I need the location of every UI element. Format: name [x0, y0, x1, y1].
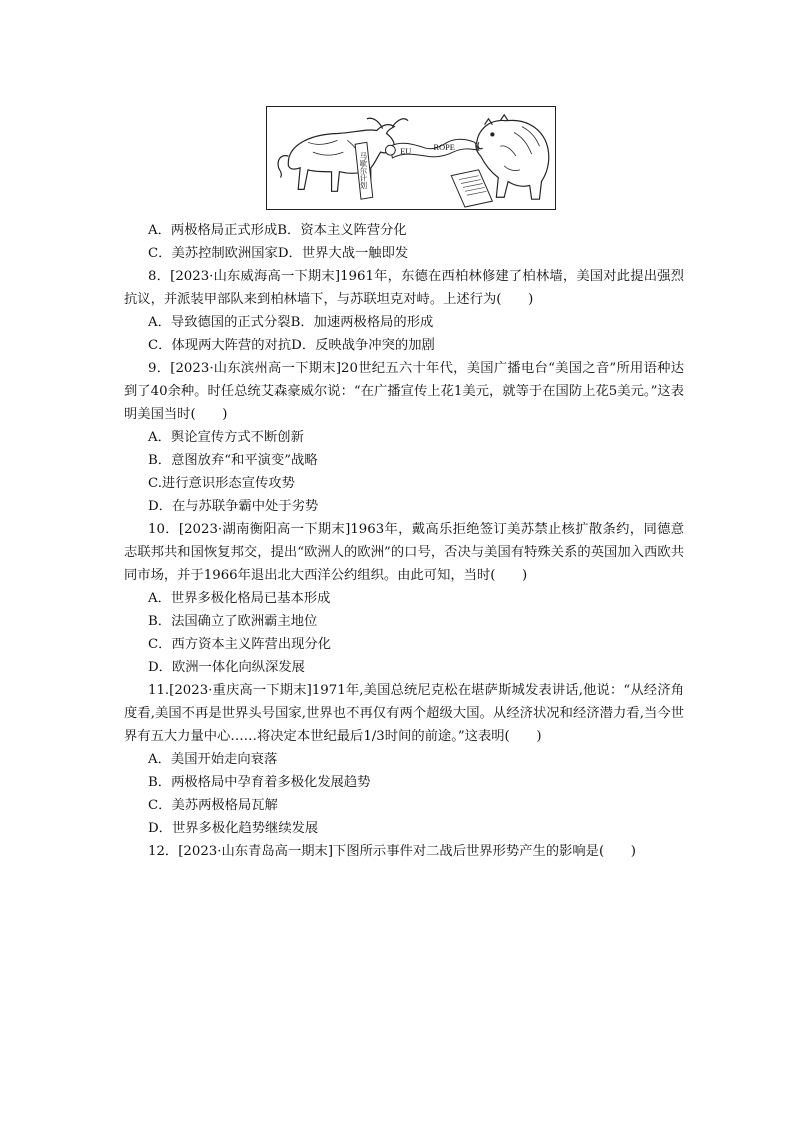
- q8-options-row1: [124, 311, 684, 334]
- q8-stem: 8．[2023·山东威海高一下期末]1961年，东德在西柏林修建了柏林墙，美国对此提出强烈抗议，并派装甲部队来到柏林墙下，与苏联坦克对峙。上述行为( ): [124, 269, 684, 307]
- q7-options-row2: [124, 242, 684, 265]
- q7-option-b[interactable]: B．资本主义阵营分化: [277, 223, 407, 238]
- q10-option-a[interactable]: A．世界多极化格局已基本形成: [148, 591, 331, 606]
- question-list: [124, 219, 684, 863]
- q11-option-a[interactable]: A．美国开始走向衰落: [148, 752, 278, 767]
- bear-figure: [476, 115, 549, 199]
- q10-stem: 10．[2023·湖南衡阳高一下期末]1963年，戴高乐拒绝签订美苏禁止核扩散条约，同德意志联邦共和国恢复邦交，提出“欧洲人的欧洲”的口号，否决与美国有特殊关系的英国加入西欧共同市场，并于1966年退出北大西洋公约组织。由此可知，当时( ): [124, 522, 684, 583]
- q8-option-c[interactable]: C．体现两大阵营的对抗: [148, 338, 292, 353]
- paper-document: [451, 170, 492, 207]
- q8-option-a[interactable]: A．导致德国的正式分裂: [148, 315, 291, 330]
- q11-option-b[interactable]: B．两极格局中孕育着多极化发展趋势: [148, 775, 371, 790]
- q8-option-b[interactable]: B．加速两极格局的形成: [290, 315, 434, 330]
- q7-option-d[interactable]: D．世界大战一触即发: [277, 246, 409, 261]
- q10-option-b[interactable]: B．法国确立了欧洲霸主地位: [148, 614, 318, 629]
- q11-option-c[interactable]: C．美苏两极格局瓦解: [148, 798, 278, 813]
- q8-options-row2: [124, 334, 684, 357]
- q11-option-d[interactable]: D．世界多极化趋势继续发展: [148, 821, 319, 836]
- q9-option-d[interactable]: D．在与苏联争霸中处于劣势: [148, 499, 319, 514]
- q9-stem: 9．[2023·山东滨州高一下期末]20世纪五六十年代，美国广播电台“美国之音”所用语种达到了40余种。时任总统艾森豪威尔说：“在广播宣传上花1美元，就等于在国防上花5美元。”这表明美国当时( ): [124, 361, 684, 422]
- q7-option-c[interactable]: C．美苏控制欧洲国家: [148, 246, 278, 261]
- q9-option-a[interactable]: A．舆论宣传方式不断创新: [148, 430, 304, 445]
- q10-option-d[interactable]: D．欧洲一体化向纵深发展: [148, 660, 305, 675]
- q11-stem: 11.[2023·重庆高一下期末]1971年,美国总统尼克松在堪萨斯城发表讲话,他说：“从经济角度看,美国不再是世界头号国家,世界也不再仅有两个超级大国。从经济状况和经济潜力看,当今世界有五大力量中心……将决定本世纪最后1/3时间的前途。”这表明( ): [124, 683, 684, 744]
- q7-option-a[interactable]: A．两极格局正式形成: [148, 223, 278, 238]
- europe-banner: [386, 139, 479, 158]
- q8-option-d[interactable]: D．反映战争冲突的加剧: [291, 338, 435, 353]
- rope-label: ROPE: [433, 143, 455, 153]
- q10-option-c[interactable]: C．西方资本主义阵营出现分化: [148, 637, 332, 652]
- eu-label: EU: [400, 147, 412, 157]
- marshall-plan-scroll: [355, 142, 373, 199]
- q9-option-c[interactable]: C.进行意识形态宣传攻势: [148, 476, 295, 491]
- marshall-plan-label: 马歇尔计划: [359, 152, 369, 189]
- cartoon-image: [266, 106, 556, 210]
- q12-stem: 12．[2023·山东青岛高一期末]下图所示事件对二战后世界形势产生的影响是( ): [148, 844, 636, 859]
- q7-options-row1: [124, 219, 684, 242]
- q9-option-b[interactable]: B．意图放弃“和平演变”战略: [148, 453, 318, 468]
